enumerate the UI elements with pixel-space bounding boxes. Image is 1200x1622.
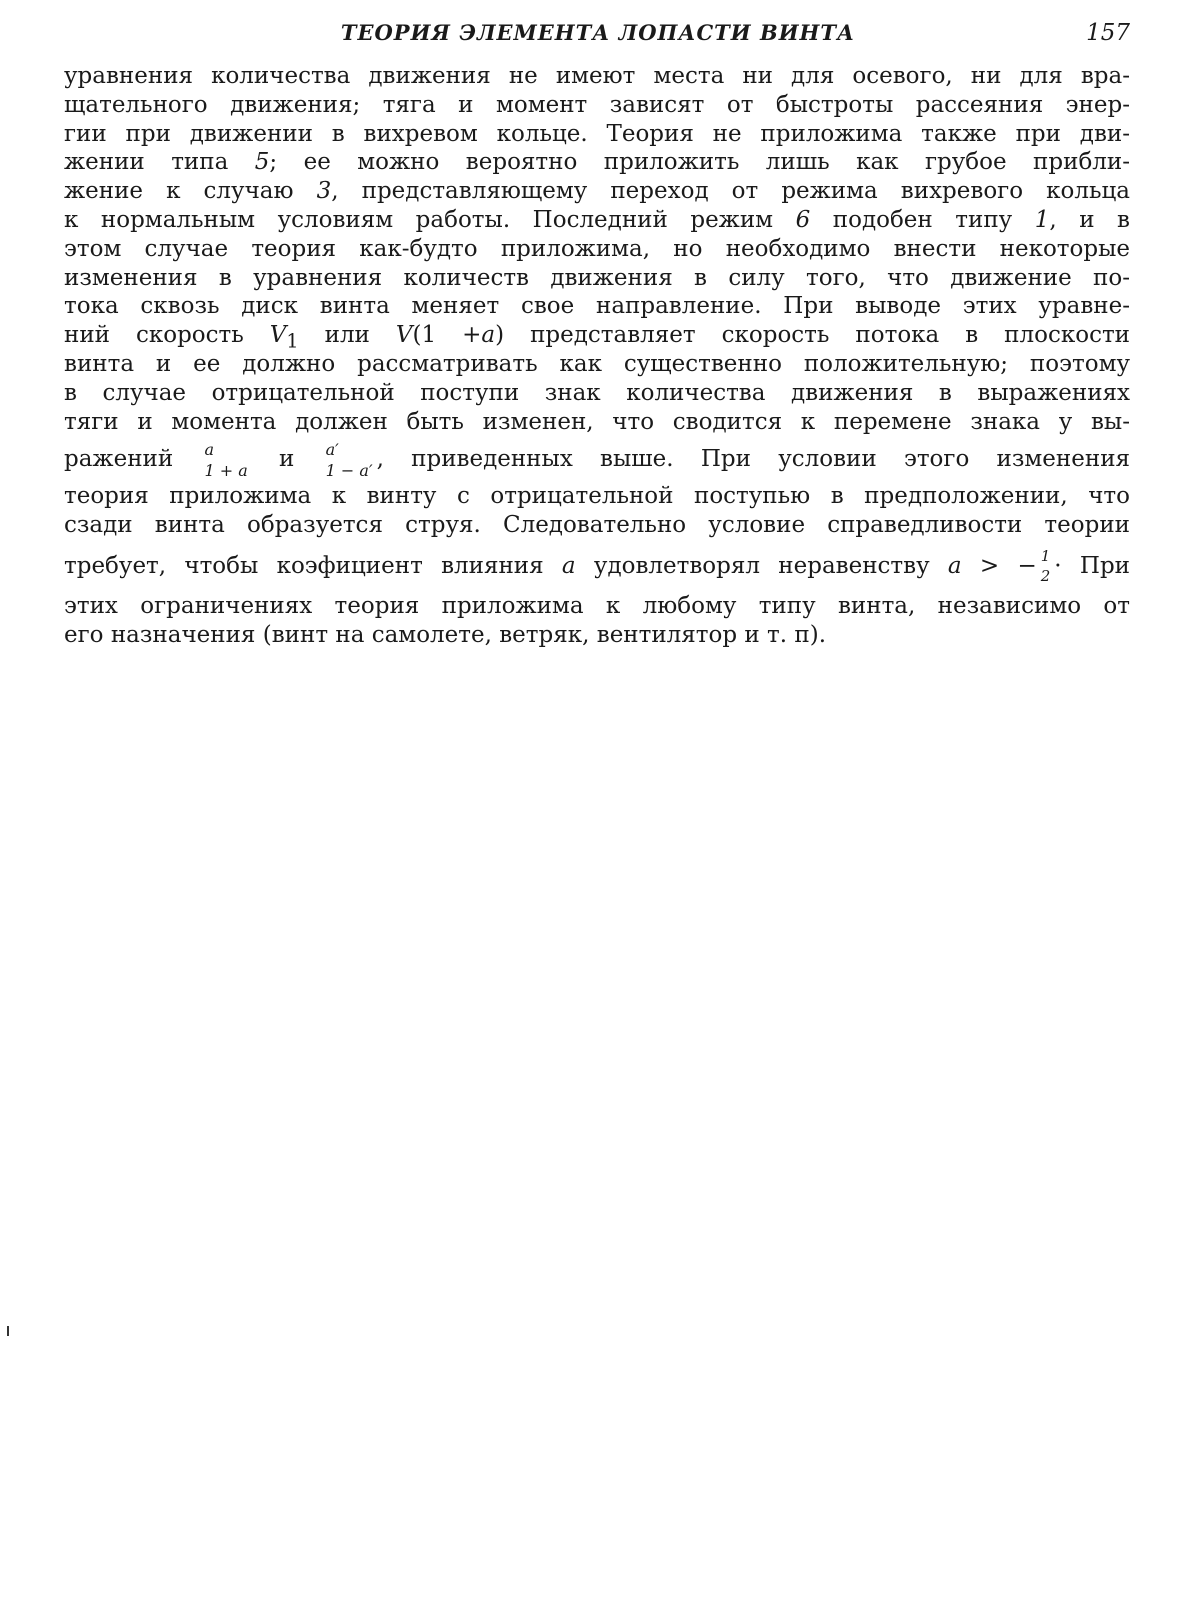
text-run: тяги и момента должен быть изменен, что сводится к перемене знака у вы- (64, 408, 1130, 435)
page-number: 157 (1086, 20, 1130, 46)
text-run: представляет скорость потока в плоскости (530, 322, 1131, 349)
fraction-numerator: 1 (1040, 547, 1051, 566)
text-run: тока сквозь диск винта меняет свое направление. При выводе этих уравне- (64, 293, 1130, 320)
math-variable: V (269, 322, 287, 349)
text-line (64, 235, 1130, 264)
text-line (64, 292, 1130, 321)
text-run: , и в (1049, 206, 1131, 233)
fraction-denominator: 1 + a (204, 460, 248, 480)
text-line (64, 482, 1130, 511)
text-line (64, 91, 1130, 120)
fraction-a-prime-over-1-minus-a-prime (324, 439, 375, 480)
text-run: винта и ее должно рассматривать как существенно положительную; поэтому (64, 350, 1130, 377)
text-run: гии при движении в вихревом кольце. Теория не приложима также при дви- (64, 120, 1130, 147)
math-operator: ) (495, 322, 505, 349)
text-line (64, 540, 1130, 592)
text-line (64, 592, 1130, 621)
type-number: 6 (795, 206, 811, 233)
text-run: жение к случаю (64, 178, 294, 205)
text-run: ний скорость (64, 322, 244, 349)
text-run: ; ее можно вероятно приложить лишь как грубое прибли- (269, 149, 1131, 176)
text-line (64, 350, 1130, 379)
text-run: удовлетворял неравенству (593, 552, 930, 579)
math-variable: V (395, 322, 413, 349)
text-run: изменения в уравнения количеств движения в силу того, что движение по- (64, 264, 1130, 291)
text-run: его назначения (винт на самолете, ветряк, вентилятор и т. п). (64, 621, 827, 648)
type-number: 1 (1034, 206, 1050, 233)
text-run: ражений (64, 446, 174, 473)
text-run: , представляющему переход от режима вихревого кольца (331, 178, 1131, 205)
text-line (64, 511, 1130, 540)
fraction-numerator: a′ (325, 439, 339, 459)
text-run: и (279, 446, 295, 473)
text-run: уравнения количества движения не имеют места ни для осевого, ни для вра- (64, 63, 1130, 89)
text-run: , приведенных выше. При условии этого изменения (376, 446, 1131, 473)
text-line (64, 206, 1130, 235)
text-run: · При (1054, 552, 1130, 579)
text-run: или (324, 322, 370, 349)
fraction-numerator: a (204, 439, 215, 459)
text-line (64, 177, 1130, 206)
text-line (64, 321, 1131, 353)
text-run: этих ограничениях теория приложима к любому типу винта, независимо от (64, 592, 1130, 619)
fraction-a-over-1-plus-a (202, 439, 249, 480)
text-line (64, 379, 1130, 408)
text-run: в случае отрицательной поступи знак количества движения в выражениях (64, 379, 1130, 406)
math-variable: a (481, 322, 496, 349)
text-run: требует, чтобы коэфициент влияния (64, 552, 544, 579)
math-operator: (1 + (412, 322, 482, 349)
text-line (64, 436, 1130, 482)
text-run: теория приложима к винту с отрицательной поступью в предположении, что (64, 483, 1130, 510)
fraction-one-half (1039, 549, 1053, 584)
text-line (64, 148, 1130, 177)
text-line (64, 264, 1130, 293)
body-text (64, 62, 1130, 650)
text-line (64, 621, 1130, 650)
running-head (66, 16, 1130, 56)
text-run: щательного движения; тяга и момент зависят от быстроты рассеяния энер- (64, 91, 1130, 118)
math-variable: a (947, 552, 962, 579)
fraction-denominator: 2 (1040, 567, 1051, 586)
text-run: этом случае теория как-будто приложима, но необходимо внести некоторые (64, 235, 1130, 262)
math-subscript: 1 (286, 329, 299, 353)
type-number: 5 (254, 149, 270, 176)
text-run: сзади винта образуется струя. Следовательно условие справедливости теории (64, 512, 1130, 539)
text-line (64, 62, 1130, 91)
text-run: жении типа (64, 149, 229, 176)
math-operator: > − (979, 552, 1037, 579)
scan-edge-mark (7, 1326, 9, 1336)
math-variable: a (561, 552, 576, 579)
text-run: к нормальным условиям работы. Последний режим (64, 206, 774, 233)
running-title: ТЕОРИЯ ЭЛЕМЕНТА ЛОПАСТИ ВИНТА (340, 20, 856, 45)
text-run: подобен типу (832, 206, 1013, 233)
text-line (64, 120, 1130, 149)
fraction-denominator: 1 − a′ (325, 460, 373, 480)
text-line (64, 408, 1130, 437)
type-number: 3 (316, 178, 332, 205)
